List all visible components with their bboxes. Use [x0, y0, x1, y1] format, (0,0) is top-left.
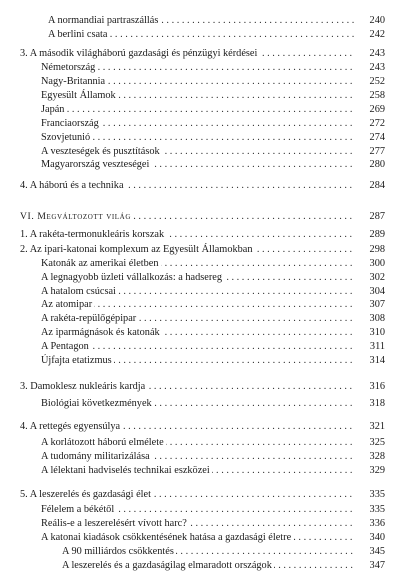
toc-entry-title: Németország [41, 62, 96, 73]
toc-entry-title: A berlini csata [48, 29, 108, 40]
toc-section [20, 179, 385, 192]
toc-entry-page: 316 [355, 380, 385, 393]
toc-entry-title: Szovjetunió [41, 132, 91, 143]
toc-entry-title: A lélektani hadviselés technikai eszközei [41, 465, 210, 476]
toc-entry-page: 307 [355, 298, 385, 311]
toc-entry [41, 298, 385, 311]
toc-entry [41, 61, 385, 74]
toc-entry-title: Az atomipar [41, 299, 93, 310]
toc-entry-page: 272 [355, 117, 385, 130]
toc-section [20, 488, 385, 501]
toc-entry-page: 240 [355, 14, 385, 27]
toc-entry-page: 274 [355, 131, 385, 144]
toc-entry-title: A veszteségek és pusztítások [41, 146, 160, 157]
toc-section [20, 380, 385, 393]
toc-entry-page: 311 [355, 340, 385, 353]
toc-entry-title: 4. A rettegés egyensúlya [20, 421, 121, 432]
toc-entry-page: 335 [355, 503, 385, 516]
toc-section [20, 420, 385, 433]
toc-entry-page: 340 [355, 531, 385, 544]
toc-entry-page: 243 [355, 61, 385, 74]
toc-chapter [20, 210, 385, 223]
toc-entry [41, 354, 385, 367]
toc-entry-page: 300 [355, 257, 385, 270]
toc-entry-title: A katonai kiadások csökkentésének hatása a gazdasági életre [41, 532, 292, 543]
toc-entry-title: A normandiai partraszállás [48, 15, 159, 26]
toc-entry-title: Nagy-Britannia [41, 76, 106, 87]
toc-entry-page: 242 [355, 28, 385, 41]
toc-entry [41, 340, 385, 353]
toc-entry-title: Franciaország [41, 118, 99, 129]
toc-entry-page: 302 [355, 271, 385, 284]
toc-entry [41, 285, 385, 298]
toc-entry-page: 314 [355, 354, 385, 367]
toc-entry-title: 5. A leszerelés és gazdasági élet [20, 489, 151, 500]
toc-entry-page: 336 [355, 517, 385, 530]
toc-entry [48, 14, 385, 27]
toc-section [20, 228, 385, 241]
toc-entry-page: 345 [355, 545, 385, 558]
toc-entry-page: 298 [355, 243, 385, 256]
toc-entry [41, 271, 385, 284]
toc-entry-page: 304 [355, 285, 385, 298]
toc-entry-title: Egyesült Államok [41, 90, 116, 101]
toc-entry-title: 3. A második világháború gazdasági és pénzügyi kérdései [20, 48, 258, 59]
toc-entry-title: Reális-e a leszerelésért vívott harc? [41, 518, 187, 529]
toc-entry-page: 335 [355, 488, 385, 501]
toc-entry-page: 287 [355, 210, 385, 223]
toc-entry [48, 28, 385, 41]
toc-entry-title: 1. A rakéta-termonukleáris korszak [20, 229, 165, 240]
toc-entry [41, 397, 385, 410]
toc-entry-title: A rakéta-repülőgépipar [41, 313, 137, 324]
toc-entry-page: 252 [355, 75, 385, 88]
toc-entry-page: 318 [355, 397, 385, 410]
toc-entry-page: 258 [355, 89, 385, 102]
toc-entry [41, 103, 385, 116]
toc-entry-page: 284 [355, 179, 385, 192]
toc-entry [41, 312, 385, 325]
toc-entry [41, 517, 385, 530]
toc-entry-title: Katonák az amerikai életben [41, 258, 159, 269]
toc-entry-page: 289 [355, 228, 385, 241]
toc-entry-title: Újfajta etatizmus [41, 355, 112, 366]
toc-entry [41, 89, 385, 102]
toc-entry [62, 559, 385, 572]
toc-entry [41, 464, 385, 477]
toc-entry [41, 145, 385, 158]
toc-entry [41, 257, 385, 270]
toc-entry [41, 158, 385, 171]
toc-entry [41, 531, 385, 544]
toc-entry-page: 269 [355, 103, 385, 116]
toc-section [20, 47, 385, 60]
toc-entry-title: A Pentagon [41, 341, 89, 352]
toc-entry [41, 326, 385, 339]
toc-entry [41, 503, 385, 516]
toc-entry-title: A korlátozott háború elmélete [41, 437, 164, 448]
toc-entry [41, 117, 385, 130]
toc-entry-title: 4. A háború és a technika [20, 180, 124, 191]
toc-entry [41, 450, 385, 463]
toc-entry-title: Félelem a békétől [41, 504, 115, 515]
toc-entry [41, 75, 385, 88]
toc-entry-page: 243 [355, 47, 385, 60]
toc-entry-title: A 90 milliárdos csökkentés [62, 546, 174, 557]
toc-entry-title: A tudomány militarizálása [41, 451, 150, 462]
toc-entry-page: 321 [355, 420, 385, 433]
toc-entry [41, 436, 385, 449]
toc-entry-title: A hatalom csúcsai [41, 286, 116, 297]
toc-entry-title: 3. Damoklesz nukleáris kardja [20, 381, 146, 392]
toc-entry-page: 308 [355, 312, 385, 325]
toc-entry-title: Japán [41, 104, 65, 115]
toc-entry-page: 328 [355, 450, 385, 463]
toc-entry-title: Az iparmágnások és katonák [41, 327, 160, 338]
toc-entry-title: VI. Megváltozott világ [20, 211, 131, 222]
toc-entry-title: A legnagyobb üzleti vállalkozás: a hadsereg [41, 272, 222, 283]
toc-entry-page: 280 [355, 158, 385, 171]
toc-entry-title: 2. Az ipari-katonai komplexum az Egyesült Államokban [20, 244, 253, 255]
leader-dots [41, 103, 355, 116]
toc-section [20, 243, 385, 256]
toc-entry-title: A leszerelés és a gazdaságilag elmaradott országok [62, 560, 272, 571]
toc-entry-page: 325 [355, 436, 385, 449]
toc-entry-page: 277 [355, 145, 385, 158]
toc-entry [62, 545, 385, 558]
toc-entry [41, 131, 385, 144]
toc-entry-page: 347 [355, 559, 385, 572]
toc-entry-title: Biológiai következmények [41, 398, 152, 409]
toc-entry-page: 329 [355, 464, 385, 477]
toc-entry-page: 310 [355, 326, 385, 339]
toc-entry-title: Magyarország veszteségei [41, 159, 150, 170]
